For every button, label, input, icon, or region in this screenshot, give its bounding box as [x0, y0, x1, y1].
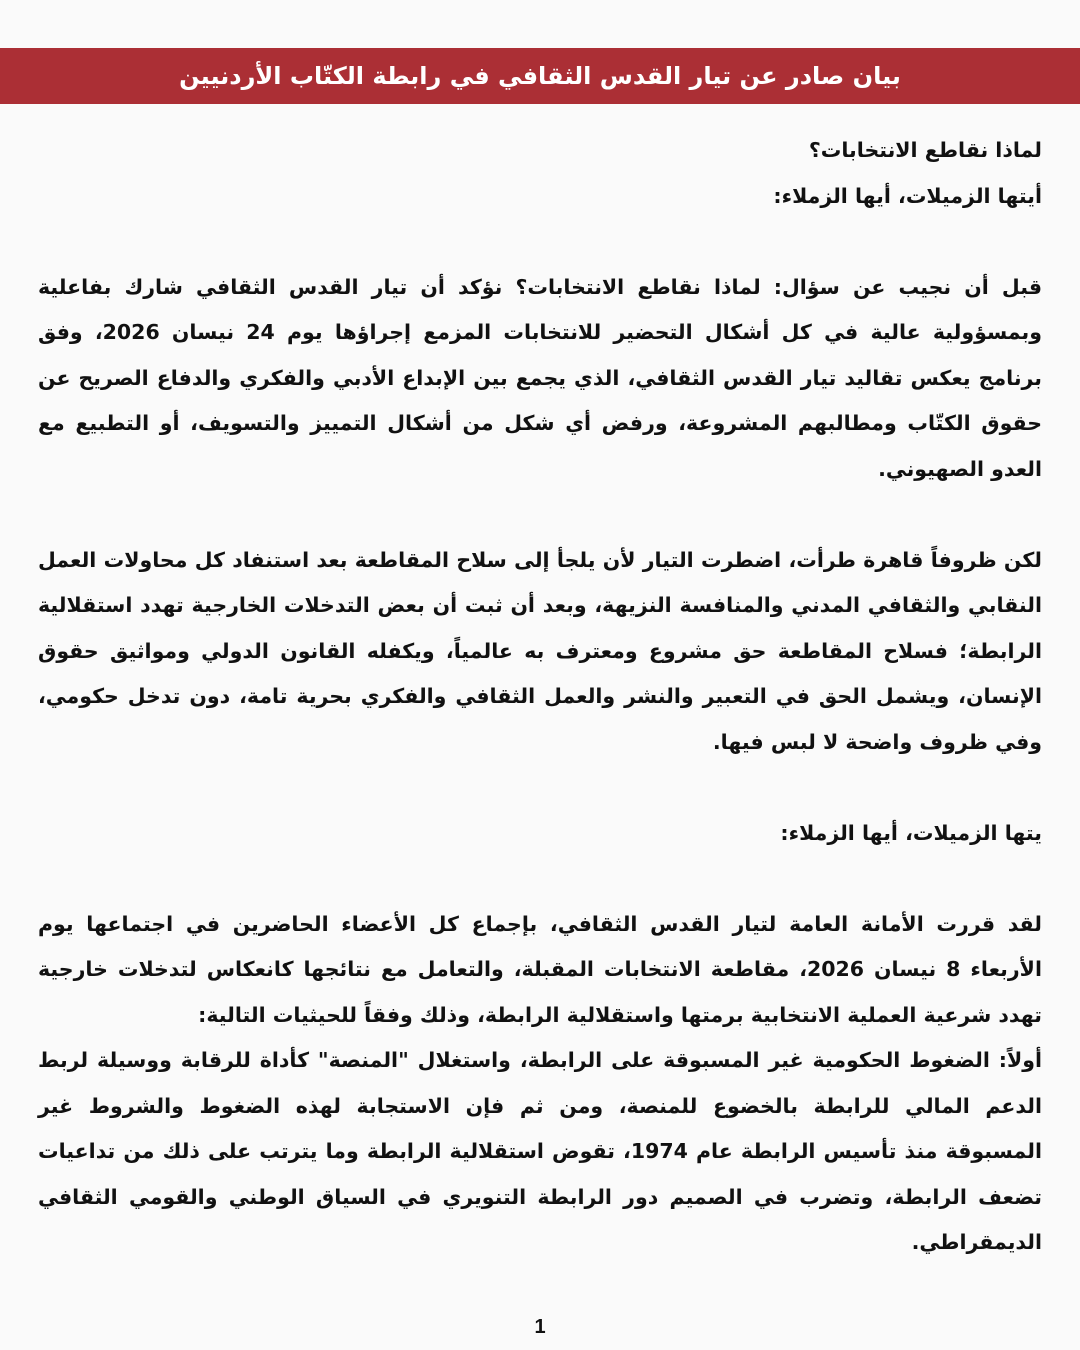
- paragraph-spacer: [38, 765, 1042, 811]
- header-banner: [0, 48, 1080, 104]
- page-number: 1: [534, 1316, 546, 1338]
- statement-title: بيان صادر عن تيار القدس الثقافي في رابطة الكتّاب الأردنيين: [179, 62, 901, 90]
- paragraph-first-point: أولاً: الضغوط الحكومية غير المسبوقة على الرابطة، واستغلال "المنصة" كأداة للرقابة ووسيلة لربط الدعم المالي للرابطة بالخضوع للمنصة، ومن ثم فإن الاستجابة لهذه الضغوط والشروط غير المسبوقة منذ تأسيس الرابطة عام 1974، تقوض استقلالية الرابطة وما يترتب على ذلك من تداعيات تضعف الرابطة، وتضرب في الصميم دور الرابطة التنويري في السياق الوطني والقومي الثقافي الديمقراطي.: [38, 1048, 1042, 1254]
- paragraph-decision: لقد قررت الأمانة العامة لتيار القدس الثقافي، بإجماع كل الأعضاء الحاضرين في اجتماعها يوم الأربعاء 8 نيسان 2026، مقاطعة الانتخابات المقبلة، والتعامل مع نتائجها كانعكاس لتدخلات خارجية تهدد شرعية العملية الانتخابية برمتها واستقلالية الرابطة، وذلك وفقاً للحيثيات التالية:: [38, 911, 1042, 1027]
- paragraph-spacer: [38, 856, 1042, 902]
- paragraph-boycott-reason: لكن ظروفاً قاهرة طرأت، اضطرت التيار لأن يلجأ إلى سلاح المقاطعة بعد استنفاد كل محاولات العمل النقابي والثقافي المدني والمنافسة النزيهة، وبعد أن ثبت أن بعض التدخلات الخارجية تهدد استقلالية الرابطة؛ فسلاح المقاطعة حق مشروع ومعترف به عالمياً، ويكفله القانون الدولي ومواثيق حقوق الإنسان، ويشمل الحق في التعبير والنشر والعمل الثقافي والفكري بحرية تامة، دون تدخل حكومي، وفي ظروف واضحة لا لبس فيها.: [38, 547, 1042, 754]
- heading-question: لماذا نقاطع الانتخابات؟: [808, 138, 1042, 162]
- paragraph-spacer: [38, 219, 1042, 265]
- salutation-second: يتها الزميلات، أيها الزملاء:: [780, 820, 1042, 845]
- paragraph-spacer: [38, 492, 1042, 538]
- salutation: أيتها الزميلات، أيها الزملاء:: [773, 183, 1042, 208]
- statement-body: [38, 128, 1042, 1266]
- paragraph-participation: قبل أن نجيب عن سؤال: لماذا نقاطع الانتخابات؟ نؤكد أن تيار القدس الثقافي شارك بفاعلية وبمسؤولية عالية في كل أشكال التحضير للانتخابات المزمع إجراؤها يوم 24 نيسان 2026، وفق برنامج يعكس تقاليد تيار القدس الثقافي، الذي يجمع بين الإبداع الأدبي والفكري والدفاع الصريح عن حقوق الكتّاب ومطالبهم المشروعة، ورفض أي شكل من أشكال التمييز والتسويف، أو التطبيع مع العدو الصهيوني.: [38, 274, 1042, 481]
